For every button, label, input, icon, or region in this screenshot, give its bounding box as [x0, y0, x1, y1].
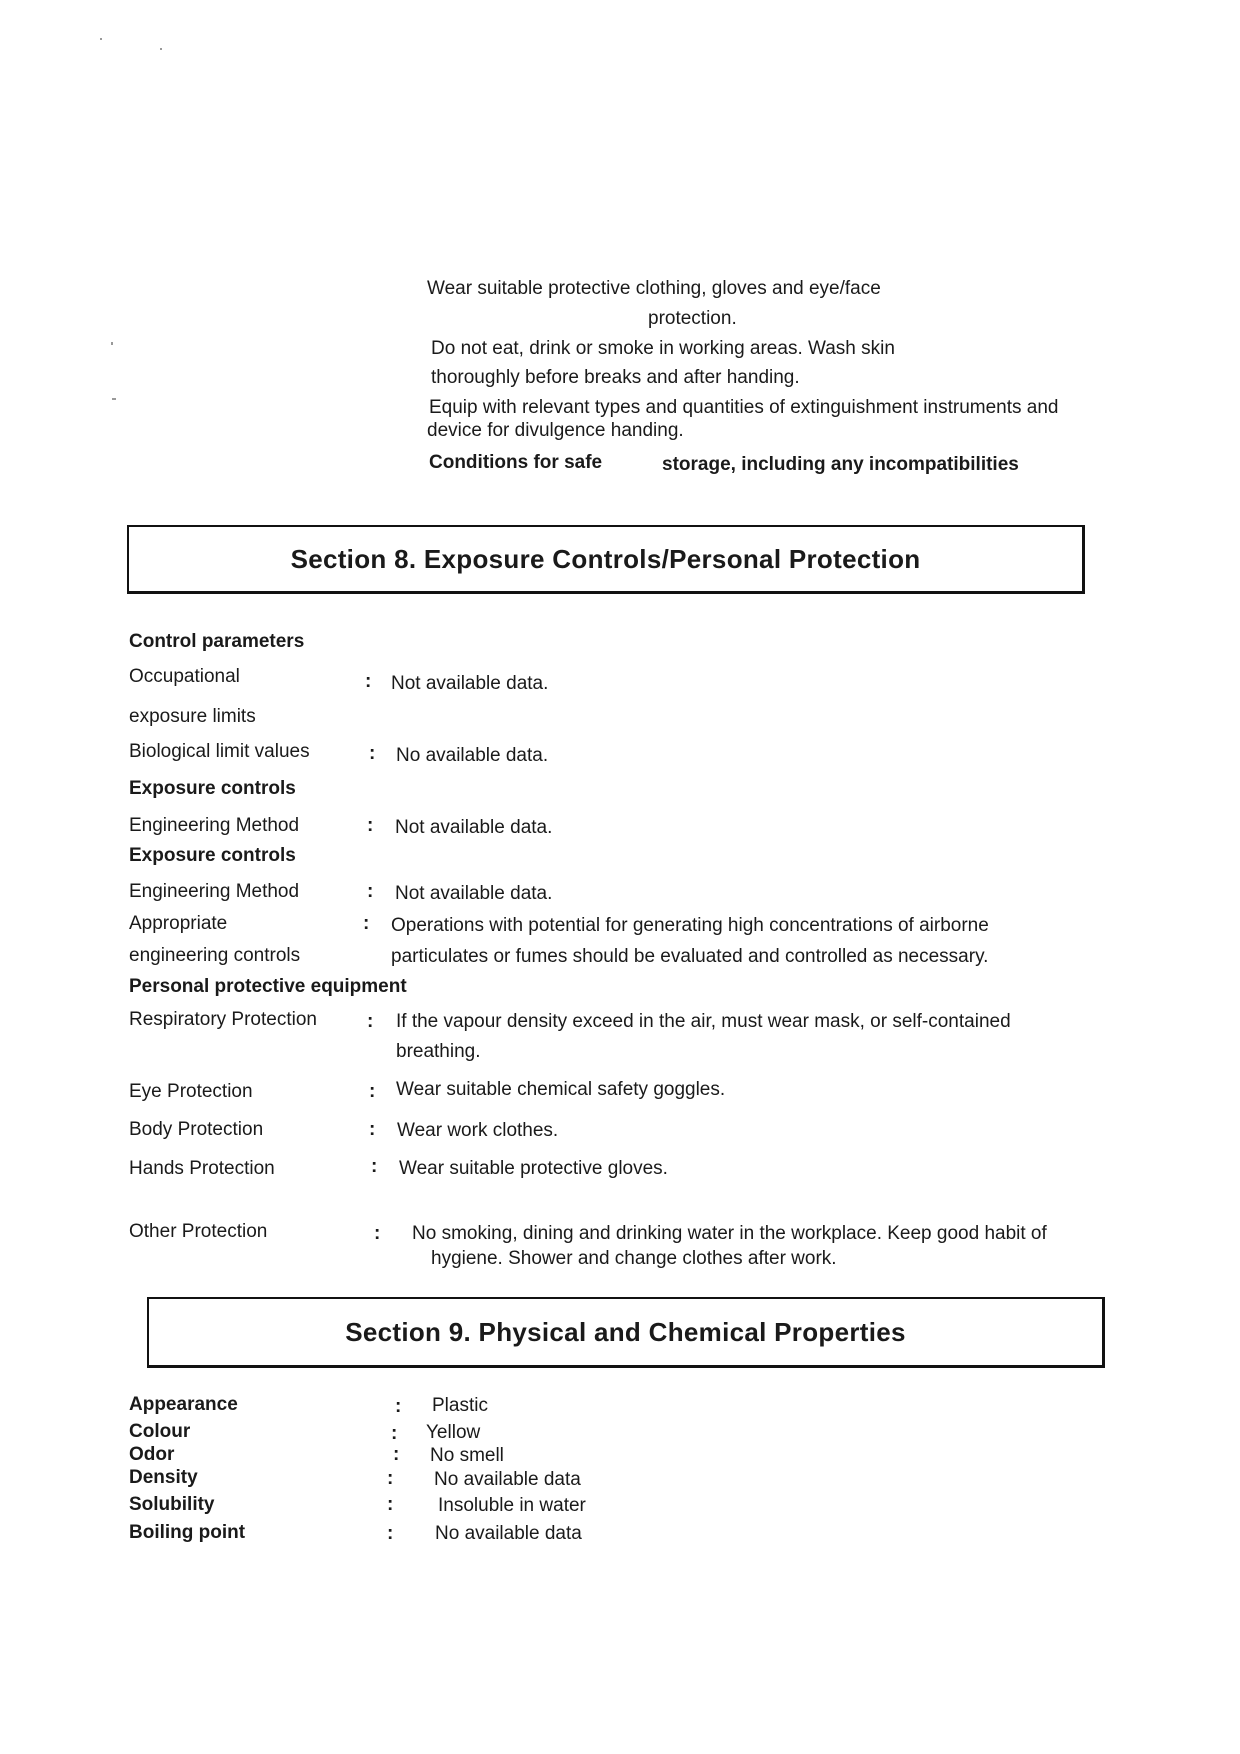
odor-label: Odor: [129, 1444, 175, 1465]
engineering-method-value-1: Not available data.: [395, 817, 553, 838]
colon: :: [365, 671, 372, 692]
odor-value: No smell: [430, 1445, 504, 1466]
appropriate-value-line-1: Operations with potential for generating high concentrations of airborne: [391, 915, 989, 936]
scan-speck: [111, 342, 113, 345]
eye-protection-value: Wear suitable chemical safety goggles.: [396, 1079, 726, 1100]
appearance-label: Appearance: [129, 1394, 238, 1415]
eye-protection-label: Eye Protection: [129, 1081, 253, 1102]
colon: :: [369, 743, 376, 764]
control-parameters-heading: Control parameters: [129, 631, 305, 652]
body-protection-label: Body Protection: [129, 1119, 264, 1140]
section-9-header-box: [147, 1297, 1105, 1368]
colon: :: [369, 1119, 376, 1140]
colon: :: [395, 1396, 402, 1417]
colon: :: [387, 1468, 394, 1489]
storage-heading-part-1: Conditions for safe: [429, 452, 603, 473]
colon: :: [374, 1223, 381, 1244]
colon: :: [367, 815, 374, 836]
section-8-title: Section 8. Exposure Controls/Personal Protection: [290, 543, 921, 574]
handling-text-line-2: protection.: [648, 308, 737, 329]
biological-label: Biological limit values: [129, 741, 310, 762]
other-protection-value-line-2: hygiene. Shower and change clothes after work.: [431, 1248, 837, 1269]
appearance-value: Plastic: [432, 1395, 488, 1416]
engineering-method-label-1: Engineering Method: [129, 815, 300, 836]
solubility-label: Solubility: [129, 1494, 215, 1515]
occupational-value: Not available data.: [391, 673, 549, 694]
handling-text-line-4: thoroughly before breaks and after handing.: [431, 367, 800, 388]
respiratory-value-line-1: If the vapour density exceed in the air, must wear mask, or self-contained: [396, 1011, 1011, 1032]
occupational-label-line-1: Occupational: [129, 666, 240, 687]
scan-speck: [100, 38, 102, 40]
exposure-controls-heading-2: Exposure controls: [129, 845, 296, 866]
section-8-header-box: [127, 525, 1085, 594]
body-protection-value: Wear work clothes.: [397, 1120, 559, 1141]
colon: :: [387, 1494, 394, 1515]
exposure-controls-heading-1: Exposure controls: [129, 778, 296, 799]
colon: :: [371, 1156, 378, 1177]
section-9-title: Section 9. Physical and Chemical Properties: [345, 1316, 906, 1347]
scan-speck: [160, 48, 162, 50]
respiratory-label: Respiratory Protection: [129, 1009, 317, 1030]
occupational-label-line-2: exposure limits: [129, 706, 256, 727]
appropriate-label-line-1: Appropriate: [129, 913, 228, 934]
solubility-value: Insoluble in water: [438, 1495, 586, 1516]
biological-value: No available data.: [396, 745, 549, 766]
respiratory-value-line-2: breathing.: [396, 1041, 481, 1062]
colon: :: [387, 1523, 394, 1544]
handling-text-line-5: Equip with relevant types and quantities of extinguishment instruments and: [429, 397, 1059, 418]
hands-protection-value: Wear suitable protective gloves.: [399, 1158, 668, 1179]
appropriate-label-line-2: engineering controls: [129, 945, 301, 966]
density-value: No available data: [434, 1469, 581, 1490]
scan-speck: [112, 398, 116, 400]
colon: :: [391, 1423, 398, 1444]
hands-protection-label: Hands Protection: [129, 1158, 275, 1179]
density-label: Density: [129, 1467, 198, 1488]
colon: :: [367, 881, 374, 902]
engineering-method-value-2: Not available data.: [395, 883, 553, 904]
handling-text-line-3: Do not eat, drink or smoke in working areas. Wash skin: [431, 338, 895, 359]
ppe-heading: Personal protective equipment: [129, 976, 407, 997]
boiling-point-value: No available data: [435, 1523, 582, 1544]
handling-text-line-1: Wear suitable protective clothing, gloves and eye/face: [427, 278, 881, 299]
other-protection-value-line-1: No smoking, dining and drinking water in the workplace. Keep good habit of: [412, 1223, 1047, 1244]
colour-label: Colour: [129, 1421, 191, 1442]
colon: :: [363, 913, 370, 934]
storage-heading-part-2: storage, including any incompatibilities: [662, 454, 1019, 475]
colon: :: [367, 1011, 374, 1032]
boiling-point-label: Boiling point: [129, 1522, 246, 1543]
handling-text-line-6: device for divulgence handing.: [427, 420, 684, 441]
colon: :: [393, 1444, 400, 1465]
engineering-method-label-2: Engineering Method: [129, 881, 300, 902]
other-protection-label: Other Protection: [129, 1221, 268, 1242]
appropriate-value-line-2: particulates or fumes should be evaluated and controlled as necessary.: [391, 946, 989, 967]
colon: :: [369, 1081, 376, 1102]
colour-value: Yellow: [426, 1422, 481, 1443]
